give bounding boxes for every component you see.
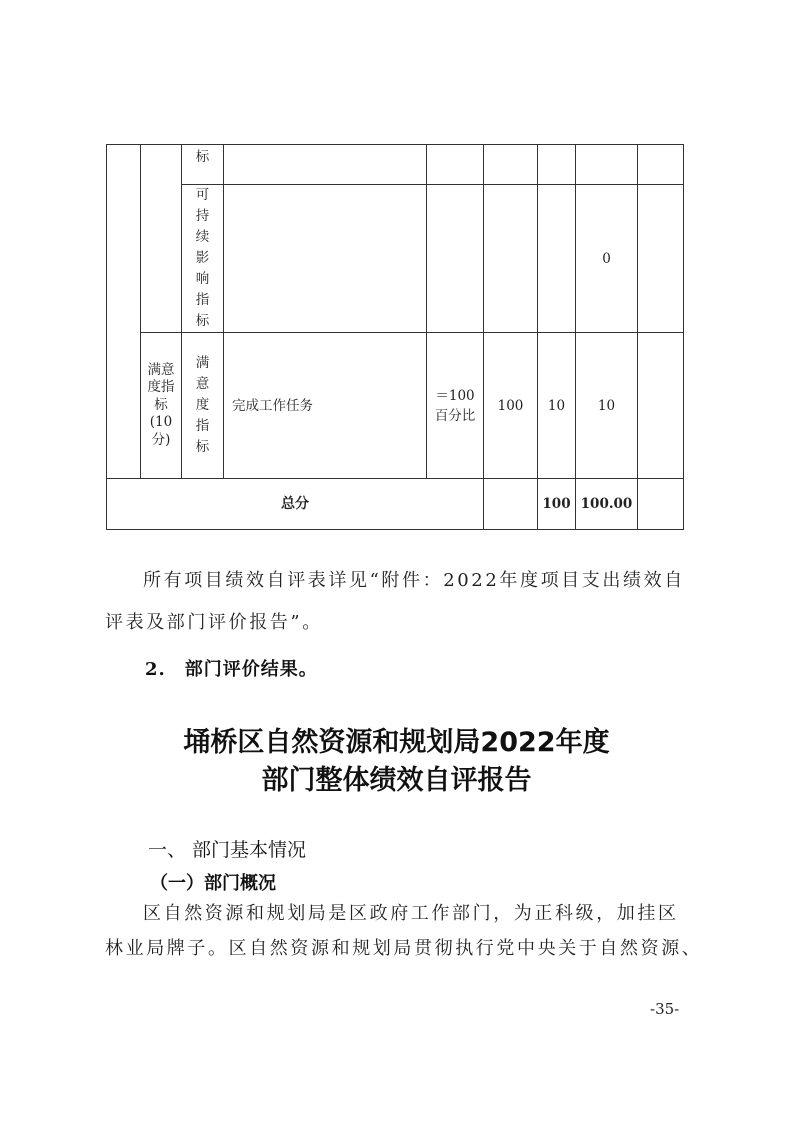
total-weight-cell [538, 479, 576, 530]
table-cell [107, 145, 141, 479]
table-cell [538, 185, 576, 333]
heading-level1: 一、 部门基本情况 [148, 839, 307, 861]
table-cell [427, 185, 484, 333]
table-row [107, 185, 684, 333]
indicator-cell [182, 185, 224, 333]
table-cell [427, 145, 484, 185]
paragraph-line: 所有项目绩效自评表详见“附件：2022年度项目支出绩效自 [143, 570, 685, 591]
table-cell [538, 145, 576, 185]
satisfaction-content: 完成工作任务 [232, 397, 313, 414]
page-number: -35- [650, 1000, 680, 1018]
satisfaction-actual: 100 [497, 397, 524, 414]
satisfaction-weight: 10 [547, 397, 566, 414]
table-cell [638, 333, 684, 479]
indicator-cell [182, 145, 224, 185]
total-label-cell [107, 479, 484, 530]
report-title-line2: 部门整体绩效自评报告 [261, 765, 532, 796]
table-cell [484, 145, 538, 185]
total-weight: 100 [542, 496, 571, 512]
satisfaction-target: ＝100百分比 [434, 387, 476, 424]
score-cell [576, 185, 638, 333]
satisfaction-category-label: 满意度指标(10分) [147, 361, 175, 448]
paragraph-line: 评表及部门评价报告”。 [105, 612, 323, 633]
target-cell [427, 333, 484, 479]
sustainability-indicator-label: 可持续影响指标 [195, 187, 210, 329]
report-title-line1: 埇桥区自然资源和规划局2022年度 [183, 727, 610, 758]
heading-level2: （一）部门概况 [150, 873, 276, 894]
total-score-cell [576, 479, 638, 530]
table-cell [484, 185, 538, 333]
sustainability-score: 0 [602, 250, 611, 267]
actual-cell [484, 333, 538, 479]
indicator-cell [182, 333, 224, 479]
table-cell [638, 479, 684, 530]
total-row [107, 479, 684, 530]
paragraph-line: 区自然资源和规划局是区政府工作部门，为正科级，加挂区 [143, 903, 679, 924]
table-cell [484, 479, 538, 530]
table-row [107, 333, 684, 479]
table-cell [638, 145, 684, 185]
performance-evaluation-table [106, 144, 684, 530]
paragraph-line: 林业局牌子。区自然资源和规划局贯彻执行党中央关于自然资源、 [105, 938, 703, 959]
total-label: 总分 [281, 496, 309, 512]
weight-cell [538, 333, 576, 479]
satisfaction-score: 10 [597, 397, 616, 414]
table-cell [224, 145, 427, 185]
category-cell [141, 333, 182, 479]
table-cell [224, 185, 427, 333]
score-cell [576, 333, 638, 479]
table-row [107, 145, 684, 185]
total-score: 100.00 [580, 496, 633, 512]
satisfaction-indicator-label: 满意度指标 [195, 355, 210, 455]
table-cell [141, 145, 182, 333]
indicator-text: 标 [195, 149, 210, 165]
section-heading: 2. 部门评价结果。 [145, 659, 318, 680]
content-cell [224, 333, 427, 479]
table-cell [638, 185, 684, 333]
table-cell [576, 145, 638, 185]
